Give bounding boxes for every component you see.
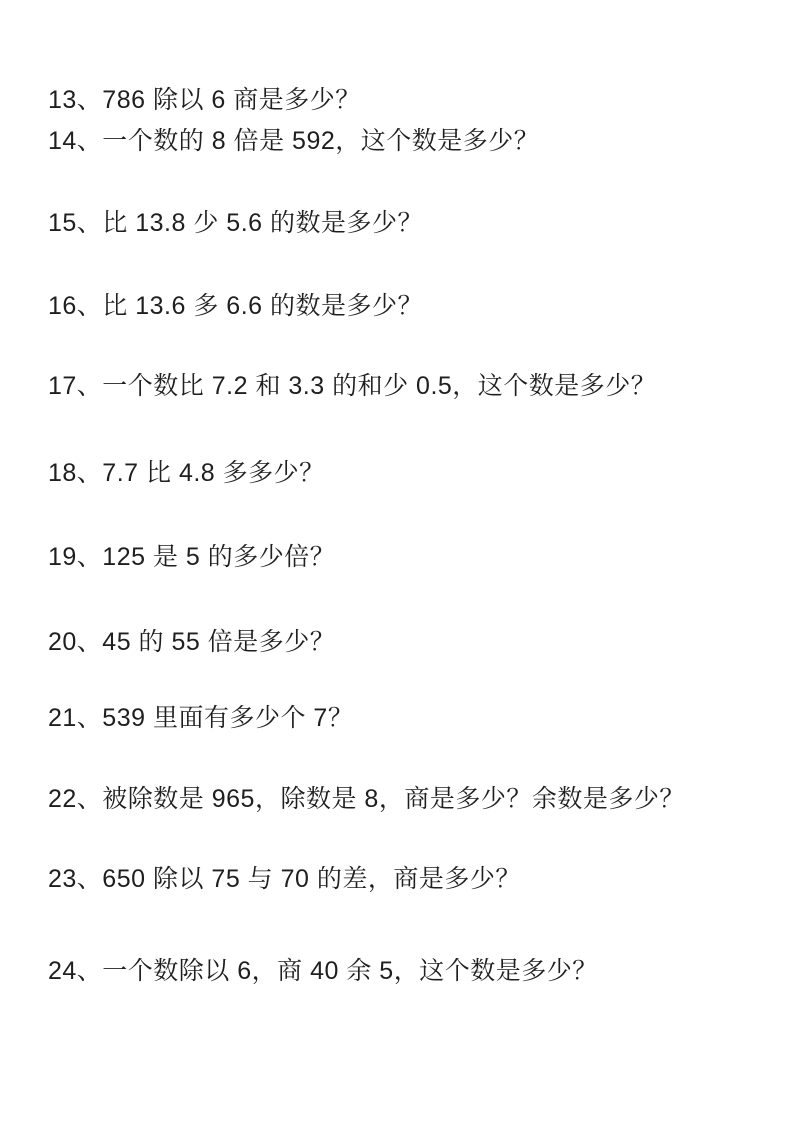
question-14: 14、一个数的 8 倍是 592，这个数是多少？ — [48, 127, 540, 155]
question-19: 19、125 是 5 的多少倍？ — [48, 543, 336, 571]
question-17: 17、一个数比 7.2 和 3.3 的和少 0.5，这个数是多少？ — [48, 372, 657, 400]
question-23: 23、650 除以 75 与 70 的差，商是多少？ — [48, 865, 521, 893]
question-20: 20、45 的 55 倍是多少？ — [48, 628, 336, 656]
question-22: 22、被除数是 965，除数是 8，商是多少？余数是多少？ — [48, 785, 685, 813]
question-21: 21、539 里面有多少个 7？ — [48, 704, 354, 732]
question-24: 24、一个数除以 6，商 40 余 5，这个数是多少？ — [48, 957, 598, 985]
question-13: 13、786 除以 6 商是多少？ — [48, 86, 361, 114]
question-18: 18、7.7 比 4.8 多多少？ — [48, 459, 325, 487]
question-15: 15、比 13.8 少 5.6 的数是多少？ — [48, 209, 424, 237]
question-16: 16、比 13.6 多 6.6 的数是多少？ — [48, 292, 424, 320]
